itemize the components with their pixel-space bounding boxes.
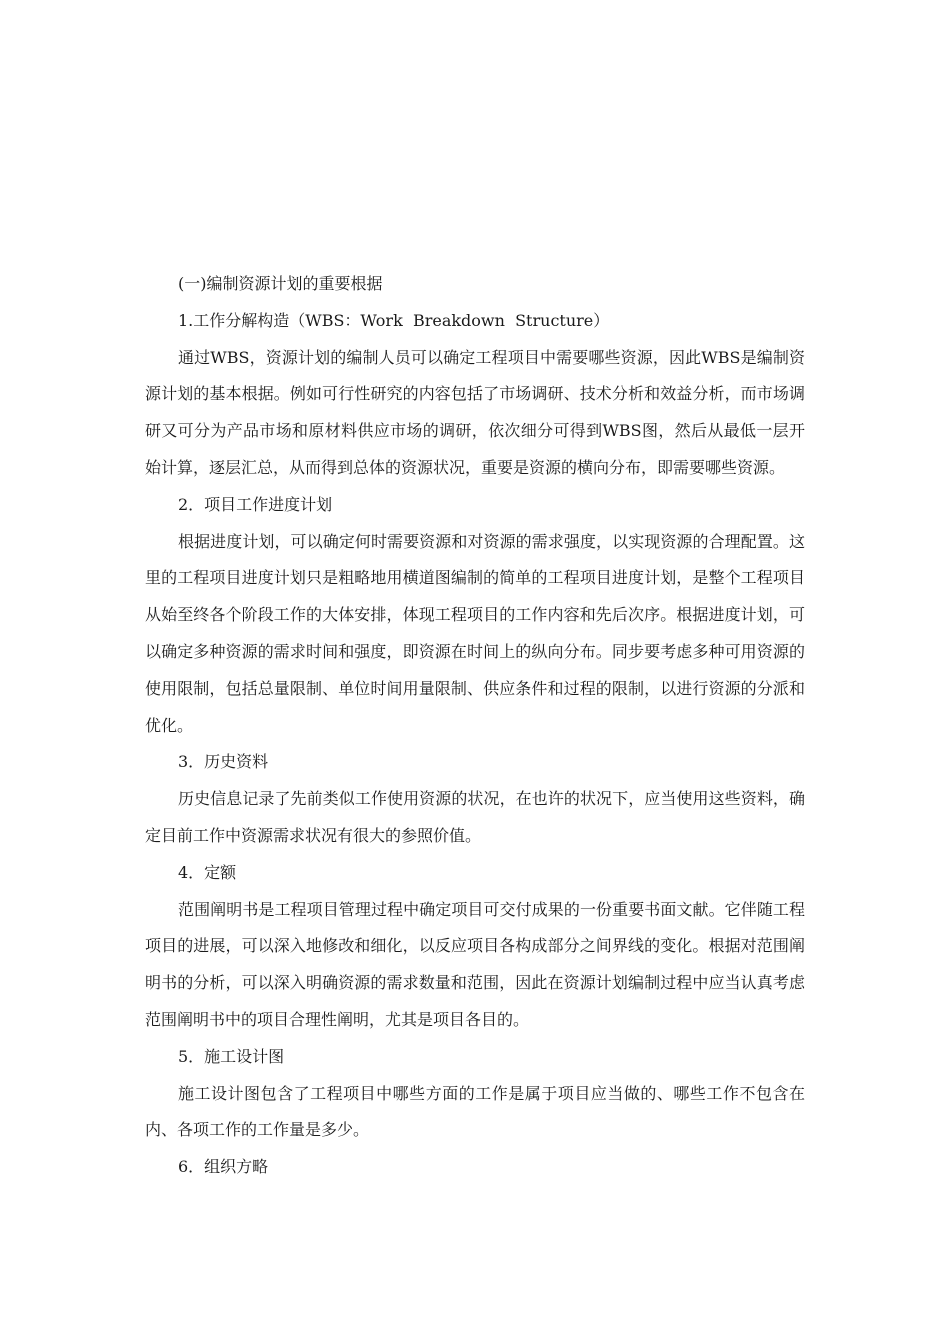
item-heading-5: 5．施工设计图 xyxy=(178,1046,285,1066)
section-heading: (一)编制资源计划的重要根据 xyxy=(178,274,383,293)
item-heading-1: 1.工作分解构造（WBS：Work Breakdown Structure） xyxy=(178,310,610,330)
item-heading-3: 3．历史资料 xyxy=(178,752,269,772)
document-body xyxy=(145,266,805,1186)
item-body-1: 通过WBS，资源计划的编制人员可以确定工程项目中需要哪些资源，因此WBS是编制资源计划的基本根据。例如可行性研究的内容包括了市场调研、技术分析和效益分析，而市场调研又可分为产品市场和原材料供应市场的调研，依次细分可得到WBS图，然后从最低一层开始计算，逐层汇总，从而得到总体的资源状况，重要是资源的横向分布，即需要哪些资源。 xyxy=(145,347,805,477)
item-body-2: 根据进度计划，可以确定何时需要资源和对资源的需求强度，以实现资源的合理配置。这里的工程项目进度计划只是粗略地用横道图编制的简单的工程项目进度计划，是整个工程项目从始至终各个阶段工作的大体安排，体现工程项目的工作内容和先后次序。根据进度计划，可以确定多种资源的需求时间和强度，即资源在时间上的纵向分布。同步要考虑多种可用资源的使用限制，包括总量限制、单位时间用量限制、供应条件和过程的限制，以进行资源的分派和优化。 xyxy=(145,531,805,735)
item-body-4: 范围阐明书是工程项目管理过程中确定项目可交付成果的一份重要书面文献。它伴随工程项目的进展，可以深入地修改和细化，以反应项目各构成部分之间界线的变化。根据对范围阐明书的分析，可以深入明确资源的需求数量和范围，因此在资源计划编制过程中应当认真考虑范围阐明书中的项目合理性阐明，尤其是项目各目的。 xyxy=(145,899,805,1029)
item-heading-4: 4．定额 xyxy=(178,862,237,882)
item-body-3: 历史信息记录了先前类似工作使用资源的状况，在也许的状况下，应当使用这些资料，确定目前工作中资源需求状况有很大的参照价值。 xyxy=(145,789,805,845)
item-body-5: 施工设计图包含了工程项目中哪些方面的工作是属于项目应当做的、哪些工作不包含在内、各项工作的工作量是多少。 xyxy=(145,1083,805,1140)
item-heading-2: 2．项目工作进度计划 xyxy=(178,494,333,514)
item-heading-6: 6．组织方略 xyxy=(178,1157,269,1177)
